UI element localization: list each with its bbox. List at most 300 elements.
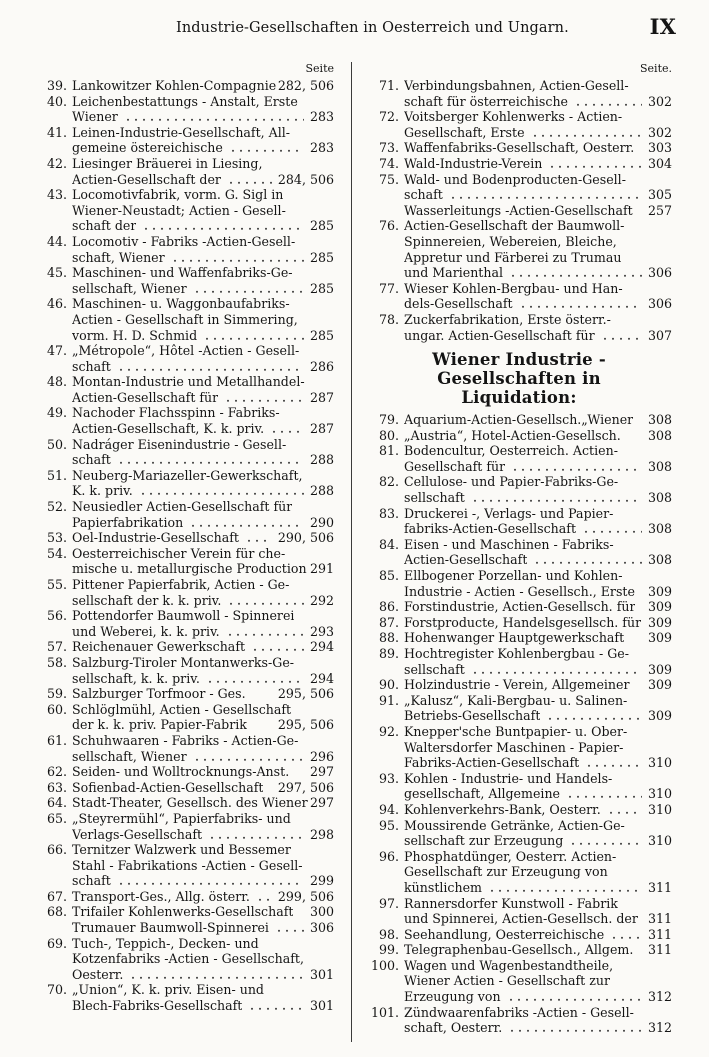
entry-line-text: schaft, Wiener	[72, 249, 165, 265]
entry-line-text: gesellschaft, Allgemeine	[404, 786, 561, 802]
index-entry	[366, 677, 672, 693]
entry-page-ref: 309	[647, 630, 672, 646]
entry-text	[72, 982, 334, 1013]
entry-text	[404, 693, 672, 724]
entry-number: 47.	[46, 343, 67, 359]
entry-line	[72, 780, 334, 796]
entry-page-ref: 283	[309, 109, 334, 125]
index-entry	[366, 724, 672, 771]
entry-number: 41.	[46, 124, 67, 140]
entry-text	[404, 615, 672, 631]
entry-line-text: Pottendorfer Baumwoll - Spinnerei	[72, 608, 295, 624]
index-entry	[34, 156, 334, 187]
entry-page-ref: 308	[647, 458, 672, 474]
entry-line-text: Telegraphenbau-Gesellsch., Allgem.	[404, 942, 634, 958]
index-entry	[366, 771, 672, 802]
entry-line	[72, 156, 334, 172]
index-entry	[34, 811, 334, 842]
entry-line-text: Verbindungsbahnen, Actien-Gesell-	[404, 78, 629, 93]
running-header	[36, 14, 676, 42]
entry-line-text: Wiener-Neustadt; Actien - Gesell-	[72, 202, 286, 218]
entry-line	[404, 630, 672, 646]
entry-line-text: mische u. metallurgische Production	[72, 561, 307, 577]
index-entry	[366, 506, 672, 537]
entry-line	[404, 281, 672, 297]
entry-number: 84.	[378, 536, 399, 552]
entry-page-ref: 285	[309, 280, 334, 296]
entry-line	[72, 951, 334, 967]
entry-text	[404, 802, 672, 818]
entry-text	[404, 156, 672, 172]
entry-line	[72, 483, 334, 499]
entry-line	[72, 639, 334, 655]
header-title: Industrie-Gesellschaften in Oesterreich und Ungarn.	[176, 20, 569, 36]
dot-leader	[509, 459, 642, 475]
section-heading-line-2: Liquidation:	[461, 388, 577, 408]
index-entry	[34, 78, 334, 94]
entry-text	[72, 608, 334, 639]
entry-number: 78.	[378, 311, 399, 327]
entry-line-text: Actien - Gesellschaft in Simmering,	[72, 311, 298, 327]
entry-number: 86.	[378, 599, 399, 615]
entry-line	[72, 203, 334, 219]
entry-line	[404, 849, 672, 865]
entry-line	[72, 281, 334, 297]
entry-line-text: Cellulose- und Papier-Fabriks-Ge-	[404, 474, 619, 490]
entry-line-text: Stadt-Theater, Gesellsch. des Wiener	[72, 795, 308, 811]
entry-line-text: Salzburger Torfmoor - Ges.	[72, 686, 246, 702]
index-entry	[366, 615, 672, 631]
index-entry	[366, 568, 672, 599]
entry-page-ref: 285	[309, 218, 334, 234]
entry-line-text: schaft	[72, 358, 111, 374]
entry-line	[404, 521, 672, 537]
entry-text	[404, 1005, 672, 1036]
entry-line-text: schaft für österreichische	[404, 93, 569, 109]
entry-line-text: sellschaft zur Erzeugung	[404, 833, 564, 849]
dot-leader	[572, 94, 642, 110]
dot-leader	[224, 624, 304, 640]
entry-line	[72, 561, 334, 577]
entry-line	[72, 811, 334, 827]
entry-line	[72, 998, 334, 1014]
entry-page-ref: 308	[647, 521, 672, 537]
entry-page-ref: 309	[647, 677, 672, 693]
entry-line	[72, 546, 334, 562]
entry-line-text: Blech-Fabriks-Gesellschaft	[72, 998, 243, 1014]
entry-line	[404, 125, 672, 141]
entry-text	[72, 94, 334, 125]
entry-page-ref: 290, 506	[277, 530, 334, 546]
entry-line-text: Sofienbad-Actien-Gesellschaft	[72, 779, 264, 795]
index-entry	[366, 927, 672, 943]
entry-line-text: Actien-Gesellschaft, K. k. priv.	[72, 421, 265, 437]
entry-line-text: Leinen-Industrie-Gesellschaft, All-	[72, 124, 291, 140]
entry-line-text: Waffenfabriks-Gesellschaft, Oesterr.	[404, 140, 635, 156]
index-entry	[366, 802, 672, 818]
entry-text	[72, 733, 334, 764]
entry-number: 80.	[378, 427, 399, 443]
entry-line	[72, 140, 334, 156]
entry-page-ref: 285	[309, 327, 334, 343]
entry-line	[72, 624, 334, 640]
index-entry	[366, 818, 672, 849]
entry-number: 42.	[46, 155, 67, 171]
entry-text	[72, 296, 334, 343]
index-entry	[34, 343, 334, 374]
entry-line-text: Nadráger Eisenindustrie - Gesell-	[72, 436, 287, 452]
entry-line-text: sellschaft	[404, 661, 465, 677]
entry-page-ref: 309	[647, 599, 672, 615]
dot-leader	[254, 889, 272, 905]
entry-line	[404, 537, 672, 553]
entry-line-text: sellschaft, Wiener	[72, 280, 187, 296]
entry-page-ref: 300	[309, 904, 334, 920]
dot-leader	[447, 187, 642, 203]
entry-line-text: Eisen - und Maschinen - Fabriks-	[404, 536, 614, 552]
entry-line	[404, 172, 672, 188]
entry-line-text: Forstindustrie, Actien-Gesellsch. für	[404, 599, 636, 615]
entry-page-ref: 290	[309, 514, 334, 530]
entry-page-ref: 310	[647, 801, 672, 817]
entry-line-text: Hochtregister Kohlenbergbau - Ge-	[404, 646, 630, 661]
entry-line	[404, 973, 672, 989]
dot-leader	[225, 593, 304, 609]
entry-line	[404, 646, 672, 662]
entry-number: 68.	[46, 904, 67, 920]
entry-line-text: Salzburg-Tiroler Montanwerks-Ge-	[72, 654, 295, 670]
entry-line	[72, 343, 334, 359]
dot-leader	[115, 452, 304, 468]
entry-line	[404, 140, 672, 156]
entry-page-ref: 293	[309, 623, 334, 639]
entry-number: 61.	[46, 732, 67, 748]
index-entry	[366, 942, 672, 958]
entry-line	[404, 428, 672, 444]
entry-line-text: Liesinger Bräuerei in Liesing,	[72, 155, 263, 171]
entry-text	[404, 109, 672, 140]
entry-page-ref: 312	[647, 1020, 672, 1036]
entry-line	[404, 818, 672, 834]
index-entry	[34, 125, 334, 156]
index-entry	[34, 546, 334, 577]
entry-page-ref: 285	[309, 249, 334, 265]
entry-line	[72, 499, 334, 515]
entry-line	[404, 927, 672, 943]
entry-line	[72, 234, 334, 250]
entry-number: 46.	[46, 296, 67, 312]
left-column-page-heading: Seite	[305, 62, 334, 75]
entry-line	[72, 982, 334, 998]
entry-page-ref: 312	[647, 989, 672, 1005]
entry-line-text: der k. k. priv. Papier-Fabrik	[72, 717, 247, 733]
entry-line	[404, 1020, 672, 1036]
entry-line	[404, 203, 672, 219]
section-heading-line-1: Wiener Industrie - Gesellschaften in	[432, 350, 606, 389]
entry-line	[404, 443, 672, 459]
dot-leader	[517, 296, 642, 312]
dot-leader	[187, 515, 304, 531]
entry-text	[72, 437, 334, 468]
entry-page-ref: 309	[647, 708, 672, 724]
entry-line-text: schaft, Oesterr.	[404, 1020, 503, 1036]
entry-page-ref: 306	[647, 265, 672, 281]
entry-line-text: Wasserleitungs -Actien-Gesellschaft	[404, 202, 633, 218]
entry-number: 71.	[378, 78, 399, 93]
entry-number: 43.	[46, 187, 67, 203]
entry-line-text: Maschinen- u. Waggonbaufabriks-	[72, 296, 290, 312]
entry-line	[72, 218, 334, 234]
entry-line	[72, 437, 334, 453]
entry-text	[72, 764, 334, 780]
entry-page-ref: 309	[647, 661, 672, 677]
entry-page-ref: 257	[647, 202, 672, 218]
entry-line-text: Oesterr.	[72, 966, 124, 982]
entry-line-text: fabriks-Actien-Gesellschaft	[404, 521, 577, 537]
entry-number: 60.	[46, 701, 67, 717]
entry-page-ref: 282, 506	[277, 78, 334, 93]
entry-text	[72, 405, 334, 436]
entry-line-text: Wiener	[72, 109, 118, 125]
entry-page-ref: 306	[309, 920, 334, 936]
entry-text	[72, 374, 334, 405]
entry-line-text: Pittener Papierfabrik, Actien - Ge-	[72, 577, 290, 592]
entry-line-text: „Steyrermühl“, Papierfabriks- und	[72, 810, 291, 826]
entry-line-text: Leichenbestattungs - Anstalt, Erste	[72, 93, 298, 109]
entry-number: 75.	[378, 171, 399, 187]
entry-number: 56.	[46, 608, 67, 624]
entry-number: 74.	[378, 155, 399, 171]
entry-line-text: Neusiedler Actien-Gesellschaft für	[72, 499, 293, 515]
dot-leader	[529, 125, 642, 141]
entry-text	[404, 646, 672, 677]
entry-number: 63.	[46, 779, 67, 795]
entry-line	[72, 421, 334, 437]
index-entry	[34, 499, 334, 530]
entry-page-ref: 297	[309, 764, 334, 780]
entry-line-text: Kotzenfabriks -Actien - Gesellschaft,	[72, 951, 304, 967]
entry-text	[404, 677, 672, 693]
entry-line-text: Montan-Industrie und Metallhandel-	[72, 374, 305, 390]
entry-line-text: Fabriks-Actien-Gesellschaft	[404, 755, 580, 771]
entry-text	[72, 842, 334, 889]
index-entry	[34, 655, 334, 686]
entry-text	[404, 412, 672, 428]
dot-leader	[507, 265, 642, 281]
index-entry	[34, 530, 334, 546]
index-entry	[366, 443, 672, 474]
entry-line	[404, 412, 672, 428]
index-entry	[34, 842, 334, 889]
entry-line	[72, 873, 334, 889]
entry-number: 73.	[378, 140, 399, 156]
entry-text	[72, 234, 334, 265]
entry-page-ref: 310	[647, 786, 672, 802]
entry-page-ref: 307	[647, 327, 672, 343]
entry-number: 91.	[378, 692, 399, 708]
entry-text	[404, 537, 672, 568]
entry-page-ref: 299, 506	[277, 888, 334, 904]
dot-leader	[567, 833, 642, 849]
entry-page-ref: 305	[647, 187, 672, 203]
entry-line-text: Knepper'sche Buntpapier- u. Ober-	[404, 723, 628, 739]
entry-line	[404, 740, 672, 756]
index-entry	[366, 537, 672, 568]
entry-text	[72, 577, 334, 608]
dot-leader	[605, 802, 642, 818]
entry-page-ref: 311	[647, 926, 672, 942]
entry-line-text: künstlichem	[404, 879, 482, 895]
entry-line	[404, 724, 672, 740]
entry-line	[404, 989, 672, 1005]
entry-page-ref: 310	[647, 833, 672, 849]
index-entry	[366, 109, 672, 140]
entry-line	[72, 795, 334, 811]
entry-line-text: Actien-Gesellschaft	[404, 552, 528, 568]
index-entry	[34, 577, 334, 608]
entry-number: 51.	[46, 467, 67, 483]
entry-line	[72, 702, 334, 718]
entry-text	[404, 942, 672, 958]
entry-page-ref: 284, 506	[277, 171, 334, 187]
entry-line	[72, 250, 334, 266]
entry-line-text: Aquarium-Actien-Gesellsch.„Wiener	[404, 412, 634, 428]
index-entry	[34, 468, 334, 499]
entry-page-ref: 297, 506	[277, 779, 334, 795]
left-index-list	[34, 78, 334, 1014]
entry-number: 57.	[46, 639, 67, 655]
entry-line	[72, 530, 334, 546]
entry-page-ref: 308	[647, 552, 672, 568]
entry-line	[72, 78, 334, 94]
entry-page-ref: 309	[647, 583, 672, 599]
entry-number: 99.	[378, 942, 399, 958]
dot-leader	[608, 927, 642, 943]
entry-line-text: Rannersdorfer Kunstwoll - Fabrik	[404, 895, 618, 911]
entry-page-ref: 295, 506	[277, 686, 334, 702]
entry-line-text: Gesellschaft für	[404, 458, 506, 474]
entry-line-text: Locomotiv - Fabriks -Actien-Gesell-	[72, 233, 296, 249]
entry-line-text: Forstproducte, Handelsgesellsch. für	[404, 614, 642, 630]
entry-line-text: Zuckerfabrikation, Erste österr.-	[404, 311, 611, 327]
index-entry	[366, 140, 672, 156]
entry-line	[404, 599, 672, 615]
entry-number: 97.	[378, 895, 399, 911]
entry-line	[404, 328, 672, 344]
entry-line	[404, 1005, 672, 1021]
entry-text	[404, 140, 672, 156]
column-divider	[351, 62, 352, 1042]
index-entry	[34, 795, 334, 811]
entry-page-ref: 291	[309, 561, 334, 577]
entry-line	[72, 671, 334, 687]
entry-line	[404, 771, 672, 787]
entry-line	[404, 187, 672, 203]
index-entry	[366, 412, 672, 428]
entry-line-text: Hohenwanger Hauptgewerkschaft	[404, 630, 625, 646]
dot-leader	[115, 873, 304, 889]
entry-text	[404, 172, 672, 219]
dot-leader	[227, 140, 304, 156]
entry-line-text: Verlags-Gesellschaft	[72, 826, 203, 842]
index-entry	[34, 780, 334, 796]
entry-page-ref: 301	[309, 966, 334, 982]
entry-text	[72, 468, 334, 499]
entry-number: 101.	[370, 1004, 399, 1020]
entry-line	[404, 958, 672, 974]
entry-number: 58.	[46, 654, 67, 670]
entry-line	[72, 312, 334, 328]
index-entry	[366, 958, 672, 1005]
entry-text	[72, 889, 334, 905]
entry-number: 100.	[370, 957, 399, 973]
dot-leader	[583, 755, 642, 771]
entry-text	[404, 506, 672, 537]
entry-text	[72, 156, 334, 187]
index-entry	[366, 630, 672, 646]
entry-line	[72, 608, 334, 624]
entry-text	[404, 312, 672, 343]
entry-line	[404, 833, 672, 849]
entry-line	[404, 708, 672, 724]
dot-leader	[222, 390, 304, 406]
entry-line	[72, 920, 334, 936]
entry-page-ref: 286	[309, 358, 334, 374]
entry-number: 92.	[378, 723, 399, 739]
entry-line-text: Ternitzer Walzwerk und Bessemer	[72, 842, 291, 858]
entry-text	[72, 530, 334, 546]
dot-leader	[206, 827, 304, 843]
entry-line	[404, 474, 672, 490]
entry-page-ref: 288	[309, 483, 334, 499]
entry-line-text: Zündwaarenfabriks -Actien - Gesell-	[404, 1004, 634, 1020]
entry-line	[404, 911, 672, 927]
entry-line-text: Oel-Industrie-Gesellschaft	[72, 530, 239, 546]
entry-number: 93.	[378, 770, 399, 786]
entry-line-text: „Union“, K. k. priv. Eisen- und	[72, 982, 264, 998]
index-entry	[34, 702, 334, 733]
index-entry	[366, 428, 672, 444]
right-column-page-heading: Seite.	[640, 62, 672, 75]
entry-line-text: Papierfabrikation	[72, 514, 184, 530]
entry-line-text: Nachoder Flachsspinn - Fabriks-	[72, 405, 280, 421]
entry-line	[72, 842, 334, 858]
dot-leader	[546, 156, 642, 172]
dot-leader	[580, 521, 642, 537]
entry-line-text: vorm. H. D. Schmid	[72, 327, 198, 343]
entry-line	[72, 468, 334, 484]
entry-line-text: Ellbogener Porzellan- und Kohlen-	[404, 568, 623, 584]
entry-line	[404, 250, 672, 266]
entry-line-text: Wald- und Bodenproducten-Gesell-	[404, 171, 626, 187]
entry-text	[72, 795, 334, 811]
entry-number: 55.	[46, 577, 67, 592]
entry-page-ref: 296	[309, 748, 334, 764]
entry-page-ref: 298	[309, 826, 334, 842]
entry-line-text: Actien-Gesellschaft der Baumwoll-	[404, 218, 625, 234]
entry-line	[404, 459, 672, 475]
entry-line-text: und Spinnerei, Actien-Gesellsch. der	[404, 911, 638, 927]
entry-line	[404, 218, 672, 234]
entry-line-text: Trifailer Kohlenwerks-Gesellschaft	[72, 904, 294, 920]
index-entry	[366, 156, 672, 172]
entry-text	[404, 724, 672, 771]
entry-page-ref: 308	[647, 490, 672, 506]
entry-page-ref: 283	[309, 140, 334, 156]
entry-line-text: schaft	[72, 452, 111, 468]
entry-number: 64.	[46, 795, 67, 811]
left-column	[34, 60, 334, 1014]
